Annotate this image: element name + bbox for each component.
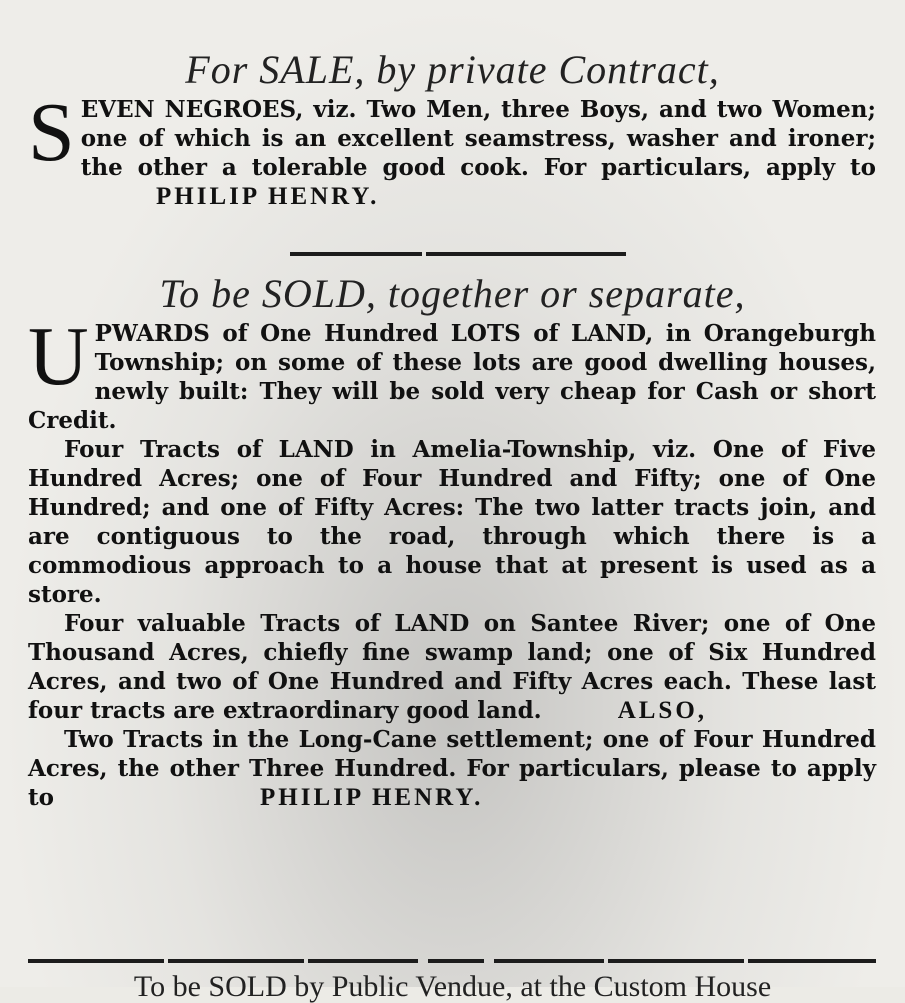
bottom-rule-5: [494, 959, 604, 963]
ad2-also: ALSO,: [617, 697, 708, 724]
ad1-first-line: EVEN NEGROES, viz. Two Men, three Boys, and: [80, 96, 707, 123]
divider-left: [290, 252, 422, 256]
ad2-para2: Four Tracts of LAND in Amelia-Township, viz. One of Five Hundred Acres; one of Four Hundred and Fifty; one of One Hundred; and one of Fifty Acres: The two latter tracts join, and are contiguous to the road, through which there is a commodious approach to a house that at present is used as a store.: [28, 436, 876, 608]
ad1-dropcap: S: [28, 86, 75, 179]
ad1-body: [28, 86, 877, 211]
bottom-rule-2: [168, 959, 304, 963]
ad2-para3-text: Four valuable Tracts of LAND on Santee River; one of One Thousand Acres, chiefly fine swamp land; one of Six Hundred Acres, and two of One Hundred and Fifty Acres each. These last four tracts are extraordinary good land.: [28, 610, 876, 724]
ad2-heading: To be SOLD, together or separate,: [159, 271, 746, 316]
ad1-text: two Women; one of which is an excellent seamstress, washer and ironer; the other a tolerable good cook. For particulars, apply to: [80, 96, 877, 181]
divider-right: [426, 252, 626, 256]
bottom-rule-7: [748, 959, 876, 963]
ad2-para1-text: PWARDS of One Hundred LOTS of LAND, in Orangeburgh Township; on some of these lots are good dwelling houses, newly built: They will be sold very cheap for Cash or short Credit.: [28, 320, 876, 434]
bottom-rule-4: [428, 959, 484, 963]
next-ad-heading-partial: To be SOLD by Public Vendue, at the Custom House: [133, 970, 772, 1003]
ad2-para1: [28, 310, 876, 435]
bottom-rule-3: [308, 959, 418, 963]
bottom-rule-6: [608, 959, 744, 963]
ad2-para4-text: Two Tracts in the Long-Cane settlement; one of Four Hundred Acres, the other Three Hundred. For particulars, please to apply to: [28, 726, 876, 811]
ad2-para3: [28, 609, 876, 725]
bottom-rule-1: [28, 959, 164, 963]
ad1-signature: PHILIP HENRY.: [156, 183, 380, 210]
ad2-signature: PHILIP HENRY.: [260, 784, 484, 811]
ad2-body: [28, 310, 876, 812]
ad2-para4: [28, 725, 876, 812]
ad1-heading: For SALE, by private Contract,: [185, 47, 720, 92]
ad2-dropcap: U: [28, 310, 89, 403]
